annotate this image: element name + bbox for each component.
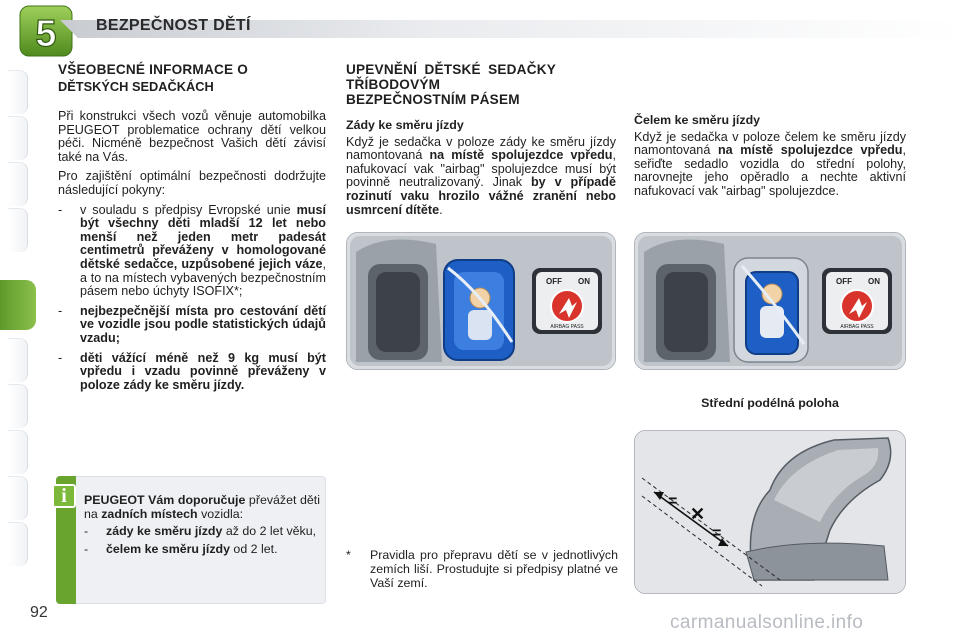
list-item: - zády ke směru jízdy až do 2 let věku, [84,524,317,539]
forward-facing-seat-illustration [634,232,906,370]
footnote: * Pravidla pro přepravu dětí se v jednotlivých zemích liší. Prostudujte si předpisy platné ve Vaší zemí. [346,548,618,590]
svg-text:=: = [712,525,722,542]
left-column [58,62,326,398]
side-tab [8,208,28,252]
section-heading: VŠEOBECNÉ INFORMACE O [58,62,248,77]
airbag-on-label: ON [578,277,590,286]
section-heading: UPEVNĚNÍ DĚTSKÉ SEDAČKY TŘÍBODOVÝM BEZPEČNOSTNÍM PÁSEM [346,62,556,107]
side-tab [8,116,28,160]
airbag-pass-caption: AIRBAG PASS [840,324,874,330]
subheading-rear-facing: Zády ke směru jízdy [346,118,464,132]
side-tab [8,384,28,428]
svg-text:=: = [668,493,678,510]
subheading-forward-facing: Čelem ke směru jízdy [634,113,761,127]
airbag-pass-caption: AIRBAG PASS [550,324,584,330]
middle-column [346,62,616,223]
side-tab [8,430,28,474]
page-number: 92 [30,604,48,621]
side-tab [8,522,28,566]
airbag-on-label: ON [868,277,880,286]
airbag-off-label: OFF [546,277,562,286]
forward-facing-paragraph: Když je sedačka v poloze čelem ke směru jízdy namontovaná na místě spolujezdce vpředu, seřiďte sedadlo vozidla do střední polohy, narovnejte jeho opěradlo a nechte aktivní nafukovací vak "airbag" spolujezdce. [634,129,906,198]
side-tab-strip [0,70,32,590]
svg-text:✕: ✕ [690,504,706,524]
chapter-number: 5 [35,13,57,55]
side-tab [8,338,28,382]
side-tab [8,162,28,206]
seat-position-caption: Střední podélná poloha [701,396,839,410]
rear-facing-paragraph: Když je sedačka v poloze zády ke směru jízdy namontovaná na místě spolujezdce vpředu, nafukovací vak "airbag" spolujezdce musí být povinně neutralizovaný. Jinak by v případě rozinutí vaku hrozilo vážné zranění nebo usmrcení dítěte. [346,134,617,217]
list-item: - děti vážící méně než 9 kg musí být vpředu i vzadu povinně převáženy v poloze zády ke směru jízdy. [58,350,326,392]
rear-facing-seat-illustration [346,232,616,370]
watermark: carmanualsonline.info [670,612,864,633]
section-subheading: DĚTSKÝCH SEDAČKÁCH [58,79,214,94]
intro-paragraph: Při konstrukci všech vozů věnuje automobilka PEUGEOT problematice ochrany dětí velkou péči. Nicméně bezpečnost Vašich dětí závisí také na Vás. [58,109,326,164]
side-tab [8,70,28,114]
list-item: - nejbezpečnější místa pro cestování dětí ve vozidle jsou podle statistických údajů vzadu; [58,303,326,345]
right-column [634,114,906,205]
info-text: PEUGEOT Vám doporučuje převážet děti na zadních místech vozidla: - zády ke směru jízdy až do 2 let věku, - čelem ke směru jízdy od 2 let. [84,493,320,556]
airbag-off-label: OFF [836,277,852,286]
list-item: - čelem ke směru jízdy od 2 let. [84,541,278,556]
list-item: - v souladu s předpisy Evropské unie musí být všechny děti mladší 12 let nebo menší než jeden metr padesát centimetrů převáženy v homologované dětské sedačce, uzpůsobené jejich váze, a to na místech vybavených bezpečnostním pásem nebo úchyty ISOFIX*; [58,202,326,299]
info-icon: i [52,484,76,508]
seat-position-illustration [634,430,906,594]
side-tab [8,476,28,520]
side-tab-active [0,280,36,330]
instructions-paragraph: Pro zajištění optimální bezpečnosti dodržujte následující pokyny: [58,169,326,197]
page-title: BEZPEČNOST DĚTÍ [96,17,251,34]
